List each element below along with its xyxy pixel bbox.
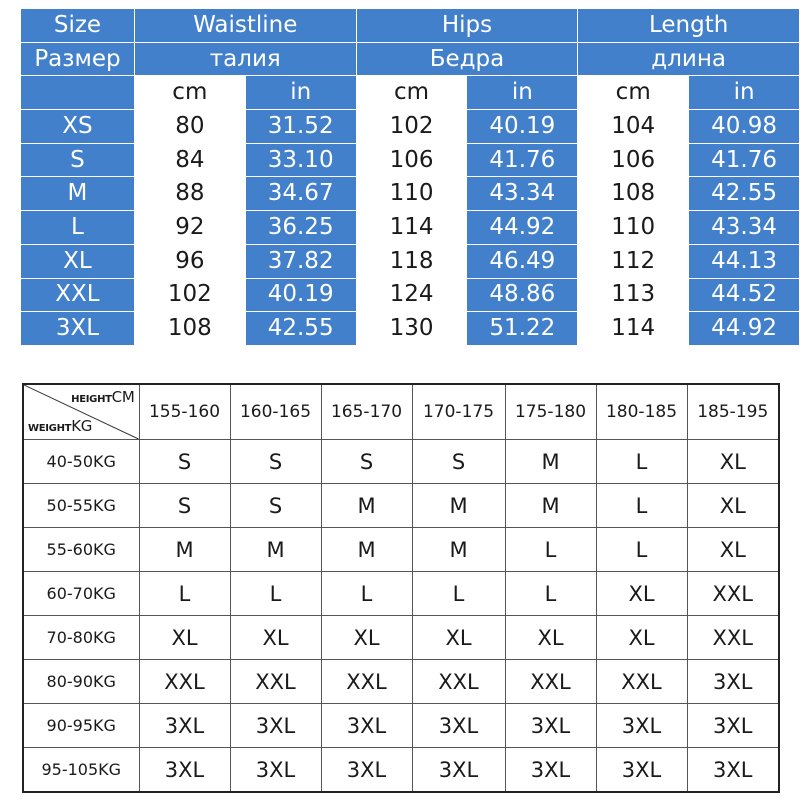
size-label: XXL (21, 278, 135, 312)
height-range-header: 170-175 (412, 384, 505, 440)
waist-unit-cm: cm (134, 76, 245, 110)
height-range-header: 180-185 (596, 384, 687, 440)
length-cm-value: 114 (578, 312, 689, 346)
weight-range-label: 70-80KG (23, 616, 139, 660)
recommended-size-cell: 3XL (321, 704, 412, 748)
weight-row (23, 528, 779, 572)
waist-in-value: 34.67 (245, 177, 356, 211)
length-cm-value: 113 (578, 278, 689, 312)
height-range-header: 160-165 (230, 384, 321, 440)
recommended-size-cell: L (139, 572, 230, 616)
recommended-size-cell: XXL (139, 660, 230, 704)
height-corner-label: HEIGHTCM (71, 388, 135, 406)
hips-cm-value: 118 (356, 244, 467, 278)
weight-row (23, 484, 779, 528)
recommended-size-cell: L (596, 528, 687, 572)
recommended-size-cell: XL (687, 440, 779, 484)
recommended-size-cell: XXL (687, 572, 779, 616)
length-unit-cm: cm (578, 76, 689, 110)
size-label: M (21, 177, 135, 211)
length-header-ru: длина (578, 42, 800, 76)
waist-in-value: 40.19 (245, 278, 356, 312)
weight-corner-label: WEIGHTKG (28, 417, 93, 435)
recommended-size-cell: S (412, 440, 505, 484)
hips-cm-value: 124 (356, 278, 467, 312)
waist-cm-value: 102 (134, 278, 245, 312)
recommended-size-cell: XL (687, 484, 779, 528)
recommended-size-cell: M (321, 528, 412, 572)
hips-cm-value: 106 (356, 143, 467, 177)
recommended-size-cell: 3XL (412, 704, 505, 748)
unit-row (21, 76, 800, 110)
waist-cm-value: 88 (134, 177, 245, 211)
height-range-header: 165-170 (321, 384, 412, 440)
recommended-size-cell: 3XL (505, 748, 596, 793)
recommended-size-cell: L (596, 484, 687, 528)
hips-in-value: 46.49 (467, 244, 578, 278)
hips-in-value: 44.92 (467, 211, 578, 245)
recommended-size-cell: 3XL (412, 748, 505, 793)
waist-in-value: 33.10 (245, 143, 356, 177)
waist-in-value: 31.52 (245, 110, 356, 144)
length-in-value: 44.92 (689, 312, 800, 346)
weight-row (23, 660, 779, 704)
waist-in-value: 36.25 (245, 211, 356, 245)
recommended-size-cell: M (412, 528, 505, 572)
size-row (21, 110, 800, 144)
weight-row (23, 440, 779, 484)
recommended-size-cell: S (230, 440, 321, 484)
unit-blank (21, 76, 135, 110)
length-header: Length (578, 9, 800, 43)
recommended-size-cell: XL (412, 616, 505, 660)
header-row-ru (21, 42, 800, 76)
recommended-size-cell: 3XL (505, 704, 596, 748)
recommended-size-cell: 3XL (687, 660, 779, 704)
corner-cell (23, 384, 139, 440)
length-in-value: 40.98 (689, 110, 800, 144)
hips-header-ru: Бедра (356, 42, 578, 76)
recommended-size-cell: L (230, 572, 321, 616)
height-range-header: 185-195 (687, 384, 779, 440)
recommended-size-cell: L (505, 528, 596, 572)
recommended-size-cell: XL (230, 616, 321, 660)
hips-unit-in: in (467, 76, 578, 110)
recommended-size-cell: XL (139, 616, 230, 660)
weight-range-label: 80-90KG (23, 660, 139, 704)
waist-in-value: 37.82 (245, 244, 356, 278)
recommended-size-cell: S (321, 440, 412, 484)
recommended-size-cell: XL (505, 616, 596, 660)
recommended-size-cell: 3XL (230, 748, 321, 793)
recommended-size-cell: L (412, 572, 505, 616)
recommended-size-cell: 3XL (687, 748, 779, 793)
height-range-header: 155-160 (139, 384, 230, 440)
weight-range-label: 40-50KG (23, 440, 139, 484)
size-row (21, 244, 800, 278)
waist-cm-value: 92 (134, 211, 245, 245)
weight-row (23, 616, 779, 660)
hips-in-value: 48.86 (467, 278, 578, 312)
size-row (21, 278, 800, 312)
recommended-size-cell: XL (596, 572, 687, 616)
recommended-size-cell: M (230, 528, 321, 572)
waist-cm-value: 84 (134, 143, 245, 177)
recommended-size-cell: M (321, 484, 412, 528)
waist-header-ru: талия (134, 42, 356, 76)
length-in-value: 43.34 (689, 211, 800, 245)
recommended-size-cell: XL (687, 528, 779, 572)
hips-cm-value: 130 (356, 312, 467, 346)
size-header-ru: Размер (21, 42, 135, 76)
length-in-value: 44.52 (689, 278, 800, 312)
waist-in-value: 42.55 (245, 312, 356, 346)
recommended-size-cell: M (139, 528, 230, 572)
weight-range-label: 90-95KG (23, 704, 139, 748)
hips-in-value: 51.22 (467, 312, 578, 346)
size-header: Size (21, 9, 135, 43)
weight-range-label: 50-55KG (23, 484, 139, 528)
size-measurement-table (20, 8, 800, 346)
weight-range-label: 95-105KG (23, 748, 139, 793)
hips-cm-value: 102 (356, 110, 467, 144)
recommended-size-cell: L (505, 572, 596, 616)
recommended-size-cell: M (412, 484, 505, 528)
weight-range-label: 60-70KG (23, 572, 139, 616)
height-weight-size-chart (22, 383, 780, 793)
weight-row (23, 704, 779, 748)
size-label: XL (21, 244, 135, 278)
size-row (21, 312, 800, 346)
waist-cm-value: 80 (134, 110, 245, 144)
hips-unit-cm: cm (356, 76, 467, 110)
size-label: L (21, 211, 135, 245)
length-cm-value: 112 (578, 244, 689, 278)
hips-cm-value: 114 (356, 211, 467, 245)
waist-cm-value: 96 (134, 244, 245, 278)
header-row-en (21, 9, 800, 43)
recommended-size-cell: XXL (321, 660, 412, 704)
length-cm-value: 110 (578, 211, 689, 245)
recommended-size-cell: XL (321, 616, 412, 660)
height-header-row (23, 384, 779, 440)
recommended-size-cell: 3XL (596, 704, 687, 748)
hips-in-value: 40.19 (467, 110, 578, 144)
height-range-header: 175-180 (505, 384, 596, 440)
recommended-size-cell: XXL (230, 660, 321, 704)
recommended-size-cell: 3XL (687, 704, 779, 748)
weight-row (23, 572, 779, 616)
length-cm-value: 108 (578, 177, 689, 211)
size-row (21, 211, 800, 245)
length-cm-value: 104 (578, 110, 689, 144)
recommended-size-cell: M (505, 440, 596, 484)
recommended-size-cell: XXL (412, 660, 505, 704)
recommended-size-cell: 3XL (596, 748, 687, 793)
recommended-size-cell: S (139, 440, 230, 484)
recommended-size-cell: XL (596, 616, 687, 660)
recommended-size-cell: 3XL (230, 704, 321, 748)
length-unit-in: in (689, 76, 800, 110)
recommended-size-cell: 3XL (139, 748, 230, 793)
waist-cm-value: 108 (134, 312, 245, 346)
length-cm-value: 106 (578, 143, 689, 177)
length-in-value: 44.13 (689, 244, 800, 278)
size-label: XS (21, 110, 135, 144)
weight-range-label: 55-60KG (23, 528, 139, 572)
hips-header: Hips (356, 9, 578, 43)
size-label: S (21, 143, 135, 177)
length-in-value: 41.76 (689, 143, 800, 177)
hips-in-value: 43.34 (467, 177, 578, 211)
recommended-size-cell: S (139, 484, 230, 528)
size-row (21, 143, 800, 177)
hips-cm-value: 110 (356, 177, 467, 211)
length-in-value: 42.55 (689, 177, 800, 211)
recommended-size-cell: XXL (687, 616, 779, 660)
recommended-size-cell: L (321, 572, 412, 616)
recommended-size-cell: S (230, 484, 321, 528)
recommended-size-cell: XXL (505, 660, 596, 704)
weight-row (23, 748, 779, 793)
recommended-size-cell: 3XL (321, 748, 412, 793)
waist-unit-in: in (245, 76, 356, 110)
waist-header: Waistline (134, 9, 356, 43)
recommended-size-cell: M (505, 484, 596, 528)
recommended-size-cell: 3XL (139, 704, 230, 748)
size-label: 3XL (21, 312, 135, 346)
size-row (21, 177, 800, 211)
hips-in-value: 41.76 (467, 143, 578, 177)
recommended-size-cell: XXL (596, 660, 687, 704)
recommended-size-cell: L (596, 440, 687, 484)
